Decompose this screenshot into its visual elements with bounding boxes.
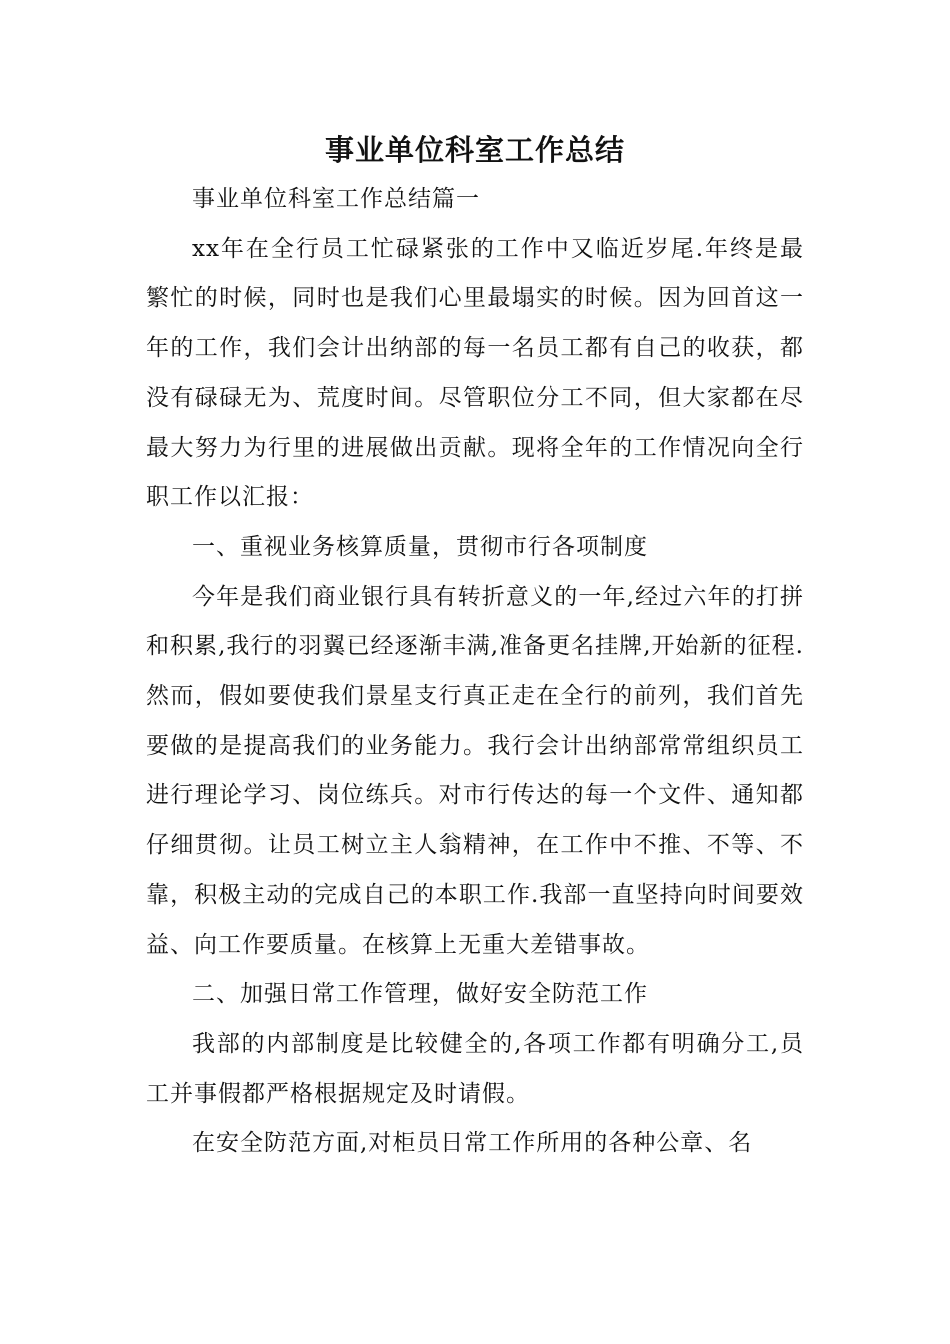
section-heading-1: 一、重视业务核算质量，贯彻市行各项制度 [192, 533, 648, 560]
subtitle-paragraph: 事业单位科室工作总结篇一 [192, 186, 480, 212]
document-title: 事业单位科室工作总结 [324, 133, 625, 167]
body-paragraph: 在安全防范方面,对柜员日常工作所用的各种公章、名 [192, 1130, 753, 1157]
document-body [146, 175, 804, 1169]
body-paragraph: 今年是我们商业银行具有转折意义的一年,经过六年的打拼和积累,我行的羽翼已经逐渐丰满,准备更名挂牌,开始新的征程.然而，假如要使我们景星支行真正走在全行的前列，我们首先要做的是提高我们的业务能力。我行会计出纳部常常组织员工进行理论学习、岗位练兵。对市行传达的每一个文件、通知都仔细贯彻。让员工树立主人翁精神，在工作中不推、不等、不靠，积极主动的完成自己的本职工作.我部一直坚持向时间要效益、向工作要质量。在核算上无重大差错事故。 [146, 583, 804, 958]
body-paragraph: 我部的内部制度是比较健全的,各项工作都有明确分工,员工并事假都严格根据规定及时请假。 [146, 1030, 804, 1107]
intro-paragraph: xx年在全行员工忙碌紧张的工作中又临近岁尾.年终是最繁忙的时候，同时也是我们心里最塌实的时候。因为回首这一年的工作，我们会计出纳部的每一名员工都有自己的收获，都没有碌碌无为、荒度时间。尽管职位分工不同，但大家都在尽最大努力为行里的进展做出贡献。现将全年的工作情况向全行职工作以汇报： [146, 235, 804, 511]
section-heading-2: 二、加强日常工作管理，做好安全防范工作 [192, 981, 648, 1008]
